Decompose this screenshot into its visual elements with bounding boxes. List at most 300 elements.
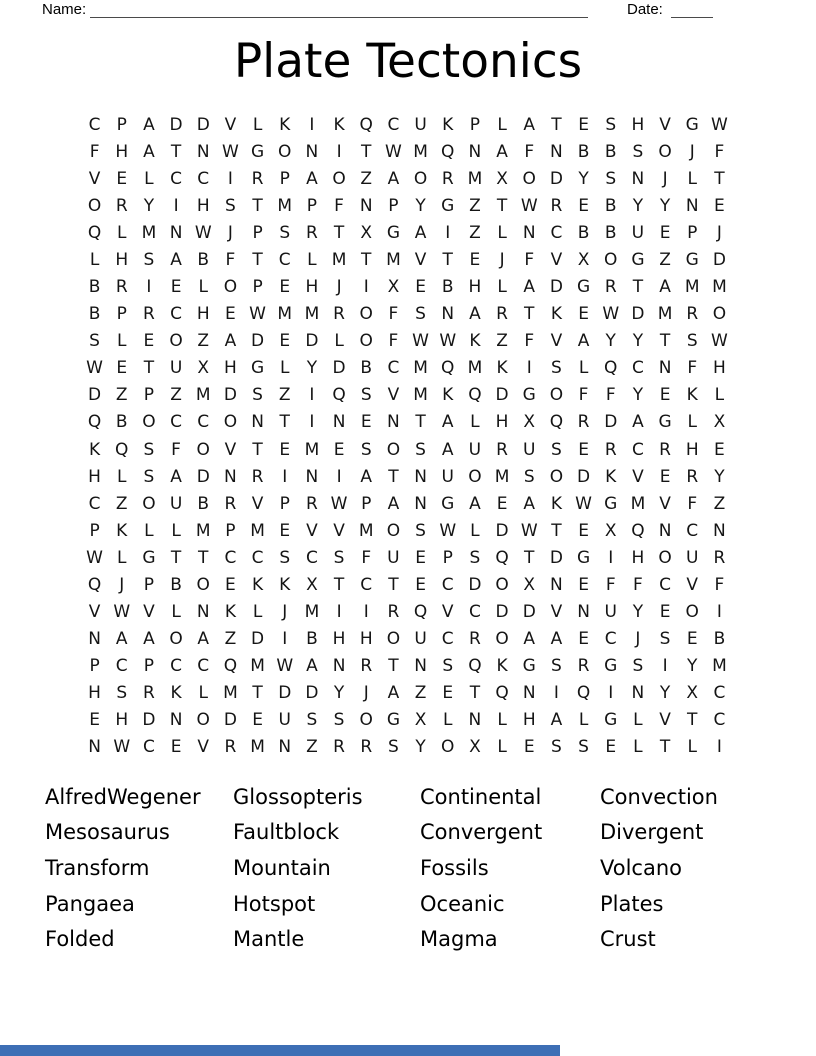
grid-cell: A bbox=[469, 493, 481, 514]
grid-cell: S bbox=[551, 439, 562, 460]
grid-cell: I bbox=[336, 602, 342, 623]
grid-cell: W bbox=[86, 358, 103, 379]
grid-cell: J bbox=[662, 168, 668, 189]
grid-cell: I bbox=[608, 683, 614, 704]
grid-cell: R bbox=[360, 737, 373, 758]
grid-cell: S bbox=[659, 629, 671, 650]
grid-cell: W bbox=[113, 737, 131, 758]
grid-cell: N bbox=[658, 358, 672, 379]
grid-cell: N bbox=[332, 412, 346, 433]
grid-cell: Y bbox=[687, 656, 698, 677]
grid-cell: P bbox=[442, 547, 453, 568]
grid-cell: P bbox=[143, 574, 155, 595]
grid-cell: Y bbox=[714, 466, 725, 487]
grid-cell: E bbox=[116, 168, 128, 189]
grid-cell: N bbox=[414, 466, 427, 487]
grid-cell: N bbox=[251, 412, 264, 433]
grid-cell: G bbox=[522, 385, 536, 406]
grid-cell: C bbox=[387, 114, 400, 135]
grid-cell: W bbox=[113, 602, 131, 623]
word-list-item: Fossils bbox=[420, 855, 489, 880]
word-list-item: Magma bbox=[420, 927, 498, 952]
grid-cell: D bbox=[468, 574, 482, 595]
grid-cell: O bbox=[359, 304, 373, 325]
grid-cell: P bbox=[225, 520, 236, 541]
grid-cell: T bbox=[388, 574, 399, 595]
grid-cell: T bbox=[170, 141, 182, 162]
word-list-item: Convection bbox=[600, 784, 718, 809]
grid-cell: D bbox=[495, 520, 509, 541]
grid-cell: S bbox=[551, 737, 562, 758]
grid-cell: H bbox=[522, 710, 536, 731]
grid-cell: O bbox=[658, 141, 672, 162]
grid-cell: U bbox=[169, 493, 183, 514]
grid-cell: E bbox=[714, 439, 725, 460]
grid-cell: S bbox=[116, 683, 128, 704]
grid-cell: N bbox=[550, 141, 563, 162]
grid-cell: C bbox=[360, 574, 373, 595]
grid-cell: V bbox=[659, 493, 671, 514]
grid-cell: I bbox=[662, 656, 668, 677]
grid-cell: A bbox=[523, 493, 536, 514]
grid-cell: R bbox=[577, 412, 590, 433]
grid-cell: Z bbox=[360, 168, 373, 189]
grid-cell: O bbox=[712, 304, 727, 325]
grid-cell: E bbox=[143, 331, 155, 352]
grid-cell: D bbox=[196, 466, 210, 487]
grid-cell: K bbox=[279, 114, 291, 135]
grid-cell: P bbox=[687, 222, 698, 243]
grid-cell: O bbox=[359, 331, 373, 352]
grid-cell: Q bbox=[495, 547, 509, 568]
grid-cell: B bbox=[88, 304, 101, 325]
grid-cell: S bbox=[333, 547, 345, 568]
grid-cell: N bbox=[522, 222, 536, 243]
grid-cell: U bbox=[468, 439, 482, 460]
grid-cell: B bbox=[115, 412, 128, 433]
grid-cell: M bbox=[250, 656, 265, 677]
grid-cell: R bbox=[496, 304, 508, 325]
grid-cell: C bbox=[224, 547, 237, 568]
word-list-item: Volcano bbox=[600, 855, 682, 880]
grid-cell: O bbox=[332, 168, 346, 189]
grid-cell: W bbox=[276, 656, 294, 677]
grid-cell: U bbox=[387, 547, 400, 568]
grid-cell: O bbox=[604, 249, 618, 270]
grid-cell: Q bbox=[495, 683, 509, 704]
grid-cell: L bbox=[252, 114, 263, 135]
grid-cell: Y bbox=[632, 385, 644, 406]
grid-cell: N bbox=[332, 656, 346, 677]
grid-cell: A bbox=[387, 683, 400, 704]
grid-cell: P bbox=[388, 195, 399, 216]
word-list-item: Divergent bbox=[600, 820, 704, 845]
grid-cell: T bbox=[496, 195, 508, 216]
grid-cell: V bbox=[224, 439, 237, 460]
grid-cell: O bbox=[522, 168, 536, 189]
grid-cell: K bbox=[442, 114, 454, 135]
grid-cell: T bbox=[252, 249, 263, 270]
grid-cell: Z bbox=[496, 331, 508, 352]
grid-cell: I bbox=[553, 683, 559, 704]
grid-cell: Z bbox=[469, 195, 481, 216]
grid-cell: D bbox=[88, 385, 102, 406]
grid-cell: K bbox=[333, 114, 345, 135]
grid-cell: X bbox=[713, 412, 726, 433]
grid-cell: L bbox=[171, 602, 181, 623]
grid-cell: I bbox=[173, 195, 179, 216]
grid-cell: F bbox=[578, 385, 589, 406]
grid-cell: G bbox=[576, 547, 591, 568]
grid-cell: S bbox=[551, 358, 562, 379]
grid-cell: H bbox=[196, 304, 210, 325]
grid-cell: D bbox=[712, 249, 726, 270]
grid-cell: L bbox=[198, 683, 208, 704]
grid-cell: V bbox=[251, 493, 264, 514]
grid-cell: A bbox=[170, 249, 182, 270]
grid-cell: I bbox=[363, 277, 369, 298]
grid-cell: N bbox=[685, 195, 699, 216]
grid-cell: Z bbox=[469, 222, 481, 243]
grid-cell: R bbox=[713, 547, 726, 568]
grid-cell: I bbox=[309, 412, 315, 433]
grid-cell: S bbox=[89, 331, 100, 352]
grid-cell: B bbox=[170, 574, 182, 595]
grid-cell: N bbox=[169, 222, 183, 243]
grid-cell: E bbox=[659, 602, 671, 623]
grid-cell: U bbox=[686, 547, 699, 568]
grid-cell: O bbox=[169, 331, 183, 352]
grid-cell: A bbox=[143, 114, 155, 135]
grid-cell: F bbox=[687, 493, 698, 514]
word-search-grid bbox=[81, 111, 733, 761]
grid-cell: L bbox=[443, 710, 453, 731]
grid-cell: T bbox=[442, 249, 453, 270]
grid-cell: G bbox=[631, 249, 645, 270]
grid-cell: T bbox=[659, 737, 671, 758]
grid-cell: V bbox=[306, 520, 318, 541]
grid-cell: L bbox=[714, 385, 725, 406]
grid-cell: A bbox=[143, 141, 155, 162]
grid-cell: E bbox=[714, 195, 725, 216]
grid-cell: D bbox=[549, 277, 563, 298]
grid-cell: I bbox=[336, 141, 342, 162]
grid-cell: W bbox=[222, 141, 239, 162]
grid-cell: E bbox=[279, 331, 291, 352]
grid-cell: R bbox=[251, 466, 264, 487]
grid-cell: H bbox=[88, 683, 101, 704]
grid-cell: T bbox=[551, 520, 562, 541]
grid-cell: F bbox=[524, 141, 535, 162]
grid-cell: F bbox=[714, 574, 725, 595]
grid-cell: R bbox=[387, 602, 400, 623]
grid-cell: L bbox=[687, 412, 697, 433]
grid-cell: O bbox=[278, 141, 292, 162]
grid-cell: Y bbox=[415, 195, 426, 216]
grid-cell: Z bbox=[414, 683, 427, 704]
grid-cell: Y bbox=[605, 331, 616, 352]
grid-cell: Z bbox=[713, 493, 726, 514]
grid-cell: E bbox=[360, 412, 372, 433]
date-label: Date: bbox=[627, 1, 663, 18]
grid-cell: M bbox=[630, 493, 646, 514]
grid-cell: C bbox=[713, 683, 726, 704]
grid-cell: G bbox=[441, 195, 455, 216]
grid-cell: C bbox=[686, 520, 699, 541]
grid-cell: M bbox=[657, 304, 673, 325]
grid-cell: T bbox=[361, 141, 372, 162]
grid-cell: S bbox=[415, 304, 426, 325]
grid-cell: M bbox=[250, 520, 265, 541]
grid-cell: B bbox=[604, 222, 617, 243]
grid-cell: F bbox=[89, 141, 100, 162]
grid-cell: E bbox=[659, 466, 671, 487]
grid-cell: Q bbox=[87, 412, 102, 433]
grid-cell: L bbox=[497, 710, 507, 731]
grid-cell: V bbox=[88, 168, 101, 189]
grid-cell: M bbox=[277, 304, 293, 325]
grid-cell: D bbox=[305, 683, 319, 704]
grid-cell: L bbox=[687, 737, 697, 758]
grid-cell: X bbox=[387, 277, 400, 298]
grid-cell: M bbox=[195, 520, 211, 541]
grid-cell: H bbox=[224, 358, 237, 379]
footer-bar bbox=[0, 1045, 560, 1056]
grid-cell: V bbox=[143, 602, 155, 623]
grid-cell: L bbox=[470, 520, 480, 541]
grid-cell: V bbox=[550, 602, 563, 623]
grid-cell: O bbox=[386, 629, 401, 650]
grid-cell: U bbox=[414, 114, 427, 135]
grid-cell: K bbox=[442, 385, 454, 406]
grid-cell: O bbox=[549, 385, 564, 406]
grid-cell: U bbox=[523, 439, 536, 460]
grid-cell: U bbox=[604, 602, 617, 623]
grid-cell: E bbox=[333, 439, 345, 460]
grid-cell: D bbox=[577, 466, 591, 487]
grid-cell: R bbox=[360, 656, 373, 677]
grid-cell: P bbox=[306, 195, 318, 216]
grid-cell: S bbox=[143, 439, 155, 460]
word-list-item: Mesosaurus bbox=[45, 820, 170, 845]
grid-cell: A bbox=[659, 277, 671, 298]
grid-cell: Z bbox=[659, 249, 671, 270]
grid-cell: H bbox=[631, 547, 645, 568]
grid-cell: A bbox=[170, 466, 182, 487]
grid-cell: J bbox=[499, 249, 505, 270]
grid-cell: G bbox=[658, 412, 672, 433]
grid-cell: T bbox=[659, 331, 671, 352]
grid-cell: V bbox=[224, 114, 237, 135]
grid-cell: L bbox=[578, 710, 589, 731]
grid-cell: I bbox=[282, 629, 288, 650]
grid-cell: H bbox=[115, 249, 129, 270]
grid-cell: S bbox=[523, 466, 535, 487]
grid-cell: C bbox=[441, 574, 454, 595]
grid-cell: D bbox=[631, 304, 645, 325]
grid-cell: E bbox=[225, 304, 236, 325]
grid-cell: L bbox=[280, 358, 290, 379]
grid-cell: E bbox=[170, 737, 182, 758]
grid-cell: E bbox=[469, 249, 481, 270]
grid-cell: R bbox=[251, 168, 264, 189]
grid-cell: M bbox=[304, 602, 320, 623]
grid-cell: A bbox=[360, 466, 373, 487]
grid-cell: F bbox=[687, 358, 698, 379]
grid-cell: E bbox=[496, 493, 508, 514]
grid-cell: R bbox=[115, 277, 128, 298]
grid-cell: E bbox=[578, 574, 589, 595]
grid-cell: E bbox=[578, 439, 589, 460]
grid-cell: A bbox=[143, 629, 155, 650]
grid-cell: C bbox=[197, 656, 210, 677]
grid-cell: C bbox=[441, 629, 454, 650]
grid-cell: E bbox=[442, 683, 454, 704]
grid-cell: B bbox=[604, 195, 617, 216]
grid-cell: L bbox=[307, 249, 317, 270]
grid-cell: E bbox=[225, 574, 236, 595]
grid-cell: X bbox=[523, 412, 536, 433]
grid-cell: Y bbox=[632, 331, 644, 352]
grid-cell: T bbox=[333, 222, 345, 243]
grid-cell: O bbox=[196, 439, 210, 460]
grid-cell: M bbox=[331, 249, 347, 270]
grid-cell: F bbox=[605, 385, 616, 406]
grid-cell: E bbox=[116, 358, 128, 379]
grid-cell: V bbox=[441, 602, 454, 623]
grid-cell: R bbox=[604, 439, 617, 460]
grid-cell: D bbox=[604, 412, 618, 433]
grid-cell: P bbox=[143, 385, 155, 406]
grid-cell: S bbox=[143, 466, 155, 487]
grid-cell: G bbox=[386, 222, 400, 243]
grid-cell: E bbox=[578, 304, 589, 325]
grid-cell: C bbox=[468, 602, 481, 623]
grid-cell: F bbox=[524, 249, 535, 270]
grid-cell: G bbox=[604, 656, 618, 677]
grid-cell: D bbox=[251, 629, 265, 650]
grid-cell: M bbox=[277, 195, 293, 216]
grid-cell: P bbox=[116, 304, 127, 325]
grid-cell: I bbox=[526, 358, 532, 379]
grid-cell: R bbox=[333, 737, 345, 758]
grid-cell: X bbox=[577, 249, 590, 270]
word-list-item: Oceanic bbox=[420, 891, 505, 916]
grid-cell: O bbox=[549, 466, 564, 487]
grid-cell: Q bbox=[413, 602, 428, 623]
grid-cell: A bbox=[197, 629, 210, 650]
grid-cell: M bbox=[250, 737, 265, 758]
grid-cell: K bbox=[89, 439, 101, 460]
grid-cell: V bbox=[659, 114, 671, 135]
grid-cell: H bbox=[495, 412, 509, 433]
grid-cell: G bbox=[604, 710, 618, 731]
grid-cell: S bbox=[605, 168, 617, 189]
grid-cell: L bbox=[687, 168, 697, 189]
grid-cell: U bbox=[278, 710, 291, 731]
grid-cell: Y bbox=[578, 168, 589, 189]
grid-cell: S bbox=[605, 114, 617, 135]
grid-cell: R bbox=[306, 493, 318, 514]
grid-cell: M bbox=[223, 683, 238, 704]
grid-cell: N bbox=[468, 141, 482, 162]
grid-cell: Y bbox=[415, 737, 426, 758]
grid-cell: N bbox=[278, 737, 292, 758]
grid-cell: U bbox=[441, 466, 454, 487]
grid-cell: X bbox=[414, 710, 427, 731]
grid-cell: T bbox=[388, 656, 399, 677]
grid-cell: S bbox=[360, 439, 372, 460]
grid-cell: I bbox=[309, 385, 315, 406]
grid-cell: X bbox=[306, 574, 318, 595]
grid-cell: Q bbox=[441, 141, 455, 162]
word-list-item: Crust bbox=[600, 927, 656, 952]
grid-cell: S bbox=[279, 222, 291, 243]
grid-cell: Z bbox=[224, 629, 237, 650]
grid-cell: M bbox=[304, 439, 320, 460]
grid-cell: C bbox=[713, 710, 726, 731]
grid-cell: L bbox=[117, 547, 127, 568]
grid-cell: T bbox=[252, 195, 263, 216]
grid-cell: Y bbox=[333, 683, 345, 704]
grid-cell: D bbox=[142, 710, 156, 731]
grid-cell: K bbox=[550, 304, 562, 325]
grid-cell: C bbox=[88, 493, 101, 514]
grid-cell: A bbox=[577, 331, 590, 352]
grid-cell: O bbox=[87, 195, 102, 216]
grid-cell: C bbox=[170, 168, 182, 189]
grid-cell: T bbox=[524, 547, 535, 568]
grid-cell: N bbox=[305, 141, 319, 162]
grid-cell: N bbox=[577, 602, 590, 623]
grid-cell: F bbox=[524, 331, 535, 352]
grid-cell: F bbox=[171, 439, 181, 460]
grid-cell: I bbox=[146, 277, 152, 298]
grid-cell: K bbox=[170, 683, 182, 704]
grid-cell: V bbox=[88, 602, 101, 623]
grid-cell: I bbox=[608, 547, 614, 568]
grid-cell: G bbox=[685, 249, 699, 270]
grid-cell: S bbox=[252, 385, 263, 406]
word-list-item: Hotspot bbox=[233, 891, 316, 916]
grid-cell: N bbox=[414, 656, 427, 677]
grid-cell: Z bbox=[306, 737, 318, 758]
grid-cell: A bbox=[496, 141, 508, 162]
grid-cell: M bbox=[386, 249, 401, 270]
grid-cell: S bbox=[415, 520, 426, 541]
grid-cell: K bbox=[116, 520, 128, 541]
grid-cell: S bbox=[306, 710, 318, 731]
grid-cell: A bbox=[224, 331, 237, 352]
grid-cell: S bbox=[415, 439, 426, 460]
grid-cell: B bbox=[306, 629, 318, 650]
grid-cell: C bbox=[305, 547, 318, 568]
grid-cell: D bbox=[522, 602, 536, 623]
grid-cell: H bbox=[115, 141, 129, 162]
grid-cell: D bbox=[549, 547, 563, 568]
grid-cell: X bbox=[197, 358, 210, 379]
grid-cell: V bbox=[632, 466, 644, 487]
grid-cell: O bbox=[169, 629, 183, 650]
grid-cell: E bbox=[279, 439, 291, 460]
grid-cell: R bbox=[469, 629, 481, 650]
grid-cell: T bbox=[279, 412, 290, 433]
grid-cell: I bbox=[363, 602, 369, 623]
grid-cell: Y bbox=[632, 602, 644, 623]
grid-cell: E bbox=[279, 277, 291, 298]
grid-cell: E bbox=[523, 737, 535, 758]
grid-cell: C bbox=[604, 629, 617, 650]
